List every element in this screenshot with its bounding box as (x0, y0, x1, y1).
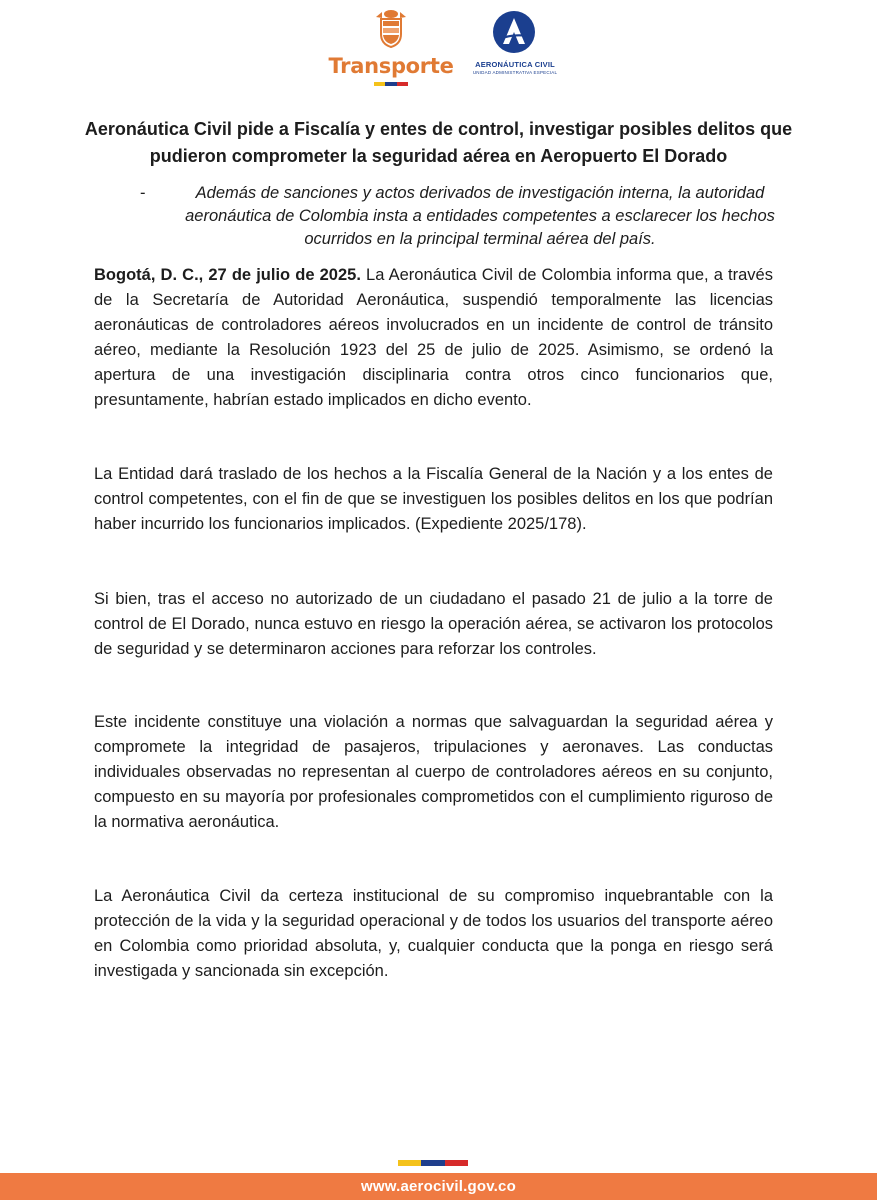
subtitle-text: Además de sanciones y actos derivados de investigación interna, la autoridad aeronáutica de Colombia insta a entidades competentes a esclarecer los hechos ocurridos en la principal terminal aérea del país. (185, 184, 775, 248)
subtitle-dash: - (140, 184, 146, 202)
press-release-title: Aeronáutica Civil pide a Fiscalía y entes de control, investigar posibles delitos que pudieron comprometer la seguridad aérea en Aeropuerto El Dorado (84, 119, 793, 166)
paragraph-5: La Aeronáutica Civil da certeza institucional de su compromiso inquebrantable con la protección de la vida y la seguridad operacional y de todos los usuarios del transporte aéreo en Colombia como prioridad absoluta, y, cualquier conducta que la ponga en riesgo será investigada y sancionada sin excepción. (94, 887, 773, 980)
press-release-subtitle (140, 182, 800, 251)
aerocivil-logo (470, 8, 560, 84)
paragraph-3: Si bien, tras el acceso no autorizado de un ciudadano el pasado 21 de julio a la torre de control de El Dorado, nunca estuvo en riesgo la operación aérea, se activaron los protocolos de seguridad y se determinaron acciones para reforzar los controles. (94, 590, 773, 658)
aerocivil-name: AERONÁUTICA CIVIL (475, 60, 555, 69)
website-link[interactable]: www.aerocivil.gov.co (361, 1178, 516, 1195)
aerocivil-subtitle: UNIDAD ADMINISTRATIVA ESPECIAL (472, 70, 558, 75)
transporte-logo (326, 8, 456, 84)
footer-flag-stripe (398, 1160, 468, 1166)
paragraph-1 (94, 263, 773, 413)
flag-stripe (374, 82, 408, 86)
footer (0, 1173, 877, 1200)
aerocivil-emblem-icon (492, 10, 536, 54)
coat-of-arms-icon (374, 8, 408, 48)
paragraph-1-text: La Aeronáutica Civil de Colombia informa que, a través de la Secretaría de Autoridad Aeronáutica, suspendió temporalmente las licencias aeronáuticas de controladores aéreos involucrados en un incidente de control de tránsito aéreo, mediante la Resolución 1923 del 25 de julio de 2025. Asimismo, se ordenó la apertura de una investigación disciplinaria contra otros cinco funcionarios que, presuntamente, habrían estado implicados en dicho evento. (94, 266, 773, 409)
letterhead (0, 0, 877, 90)
paragraph-4: Este incidente constituye una violación a normas que salvaguardan la seguridad aérea y compromete la integridad de pasajeros, tripulaciones y aeronaves. Las conductas individuales observadas no representan al cuerpo de controladores aéreos en su conjunto, compuesto en su mayoría por profesionales comprometidos con el cumplimiento riguroso de la normativa aeronáutica. (94, 713, 773, 831)
transporte-wordmark: Transporte (328, 54, 454, 78)
paragraph-2: La Entidad dará traslado de los hechos a la Fiscalía General de la Nación y a los entes de control competentes, con el fin de que se investiguen los posibles delitos en los que podrían haber incurrido los funcionarios implicados. (Expediente 2025/178). (94, 465, 773, 533)
dateline: Bogotá, D. C., 27 de julio de 2025. (94, 266, 361, 284)
